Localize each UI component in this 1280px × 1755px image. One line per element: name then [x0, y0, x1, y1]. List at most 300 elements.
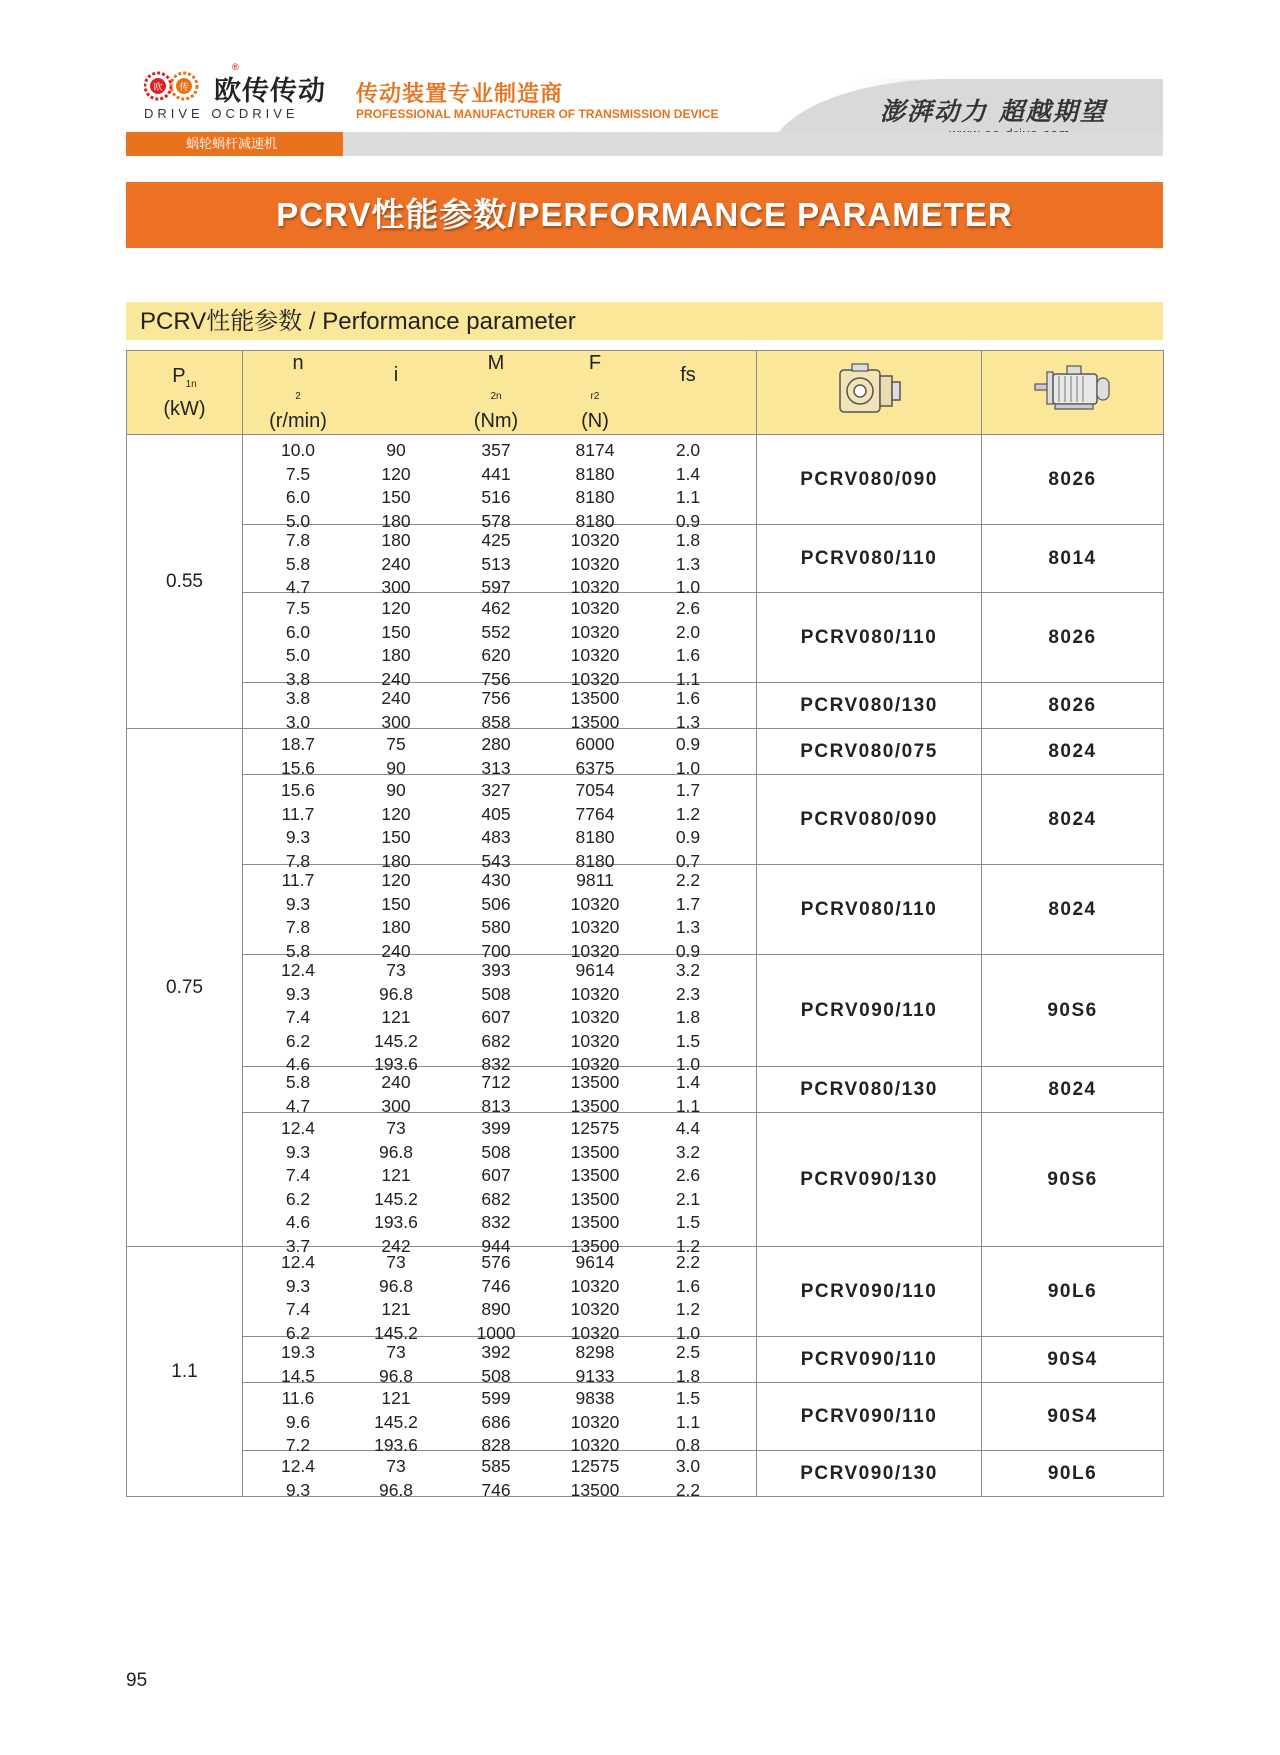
performance-table: [126, 350, 1164, 1500]
service-factor-value: 1.1: [675, 1411, 701, 1432]
gearbox-model: PCRV090/130: [757, 1451, 982, 1497]
speed-value: 4.6: [285, 1212, 311, 1233]
ratio-value: 193.6: [374, 1435, 418, 1456]
data-cell: [243, 1451, 757, 1500]
torque-value: 392: [481, 1342, 511, 1362]
torque-value: 516: [481, 487, 511, 508]
gearbox-model: PCRV080/130: [757, 1067, 982, 1113]
speed-value: 6.0: [285, 621, 311, 642]
speed-value: 7.4: [285, 1007, 311, 1028]
ratio-value: 145.2: [374, 1322, 418, 1343]
gearbox-model: PCRV090/110: [757, 1337, 982, 1383]
torque-value: 813: [481, 1095, 511, 1116]
service-factor-value: 1.7: [675, 780, 701, 800]
data-line: [243, 959, 756, 983]
radial-load-value: 13500: [570, 1141, 620, 1162]
radial-load-value: 13500: [570, 1479, 620, 1500]
logo-text-cn: 欧传传动: [214, 76, 326, 106]
section-title: PCRV性能参数 / Performance parameter: [126, 302, 1163, 340]
torque-value: 828: [481, 1435, 511, 1456]
data-line: [243, 529, 756, 553]
data-line: [243, 711, 756, 735]
data-line: [243, 869, 756, 893]
torque-value: 552: [481, 621, 511, 642]
service-factor-value: 1.7: [675, 893, 701, 914]
registered-mark: ®: [232, 62, 239, 72]
service-factor-value: 1.0: [675, 577, 701, 598]
ratio-value: 240: [381, 668, 411, 689]
data-cell: [243, 1113, 757, 1256]
ratio-value: 96.8: [378, 983, 414, 1004]
speed-value: 14.5: [280, 1365, 316, 1386]
service-factor-value: 3.2: [675, 960, 701, 980]
radial-load-value: 10320: [570, 668, 620, 689]
table-row: [127, 1067, 1164, 1113]
speed-value: 6.2: [285, 1322, 311, 1343]
slogan-en: PROFESSIONAL MANUFACTURER OF TRANSMISSION DEVICE: [356, 107, 719, 121]
radial-load-value: 10320: [570, 1435, 620, 1456]
table-row: [127, 1451, 1164, 1497]
speed-value: 12.4: [280, 960, 316, 980]
speed-value: 9.3: [285, 1479, 311, 1500]
torque-value: 578: [481, 510, 511, 531]
torque-value: 508: [481, 983, 511, 1004]
service-factor-value: 1.4: [675, 463, 701, 484]
gearbox-model: PCRV080/130: [757, 683, 982, 729]
ratio-value: 240: [381, 1072, 411, 1092]
speed-value: 7.4: [285, 1165, 311, 1186]
ratio-value: 121: [381, 1007, 411, 1028]
service-factor-value: 2.0: [675, 621, 701, 642]
radial-load-value: 13500: [570, 1212, 620, 1233]
service-factor-value: 0.9: [675, 510, 701, 531]
speed-value: 4.6: [285, 1054, 311, 1075]
torque-value: 686: [481, 1411, 511, 1432]
radial-load-value: 10320: [570, 553, 620, 574]
torque-value: 700: [481, 940, 511, 961]
data-cell: [243, 1067, 757, 1116]
data-line: [243, 1164, 756, 1188]
torque-value: 405: [481, 803, 511, 824]
data-cell: [243, 955, 757, 1075]
service-factor-value: 1.2: [675, 1235, 701, 1256]
speed-value: 7.2: [285, 1435, 311, 1456]
torque-value: 832: [481, 1212, 511, 1233]
data-cell: [243, 865, 757, 961]
speed-value: 11.7: [281, 803, 315, 824]
motor-model: 90S6: [982, 1113, 1164, 1247]
header-service-factor: fs: [680, 364, 696, 386]
data-line: [243, 1479, 756, 1503]
service-factor-value: 1.5: [675, 1030, 701, 1051]
speed-value: 7.8: [285, 530, 311, 550]
torque-value: 399: [481, 1118, 511, 1138]
torque-value: 506: [481, 893, 511, 914]
data-line: [243, 983, 756, 1007]
speed-value: 5.0: [285, 645, 311, 666]
ratio-value: 180: [381, 850, 411, 871]
torque-value: 756: [481, 668, 511, 689]
category-bar: [343, 132, 1163, 156]
ratio-value: 193.6: [374, 1212, 418, 1233]
table-row: [127, 729, 1164, 775]
radial-load-value: 12575: [570, 1456, 620, 1476]
ratio-value: 96.8: [378, 1275, 414, 1296]
speed-value: 9.3: [285, 1141, 311, 1162]
torque-value: 746: [481, 1275, 511, 1296]
data-line: [243, 597, 756, 621]
ratio-value: 145.2: [374, 1188, 418, 1209]
data-line: [243, 803, 756, 827]
data-cell: [243, 435, 757, 531]
motor-model: 90S6: [982, 955, 1164, 1067]
torque-value: 441: [481, 463, 511, 484]
radial-load-value: 10320: [570, 1411, 620, 1432]
speed-value: 12.4: [280, 1118, 316, 1138]
data-line: [243, 1411, 756, 1435]
service-factor-value: 4.4: [675, 1118, 701, 1138]
motor-model: 90S4: [982, 1383, 1164, 1451]
table-row: [127, 955, 1164, 1067]
radial-load-value: 13500: [570, 688, 620, 708]
logo-badge-right: 传: [179, 83, 189, 93]
radial-load-value: 10320: [570, 893, 620, 914]
ratio-value: 96.8: [378, 1365, 414, 1386]
motor-model: 90L6: [982, 1451, 1164, 1497]
speed-value: 3.8: [285, 668, 311, 689]
speed-value: 11.6: [281, 1388, 315, 1408]
ratio-value: 300: [381, 711, 411, 732]
data-line: [243, 779, 756, 803]
data-cell: [243, 1337, 757, 1386]
motor-model: 8026: [982, 435, 1164, 525]
gearbox-model: PCRV080/090: [757, 435, 982, 525]
ratio-value: 180: [381, 530, 411, 550]
service-factor-value: 0.7: [675, 850, 701, 871]
torque-value: 597: [481, 577, 511, 598]
header-ratio: i: [393, 364, 399, 386]
motor-model: 8024: [982, 775, 1164, 865]
service-factor-value: 1.8: [675, 1007, 701, 1028]
data-line: [243, 1275, 756, 1299]
torque-value: 357: [481, 440, 511, 460]
service-factor-value: 1.0: [675, 1322, 701, 1343]
service-factor-value: 1.2: [675, 1299, 701, 1320]
data-line: [243, 1117, 756, 1141]
gearbox-model: PCRV090/110: [757, 955, 982, 1067]
speed-value: 11.7: [281, 870, 315, 890]
header-radial-load: F $_{r2}$ (N): [581, 352, 609, 432]
service-factor-value: 1.3: [675, 553, 701, 574]
gear-logo-icon: [144, 68, 200, 104]
torque-value: 858: [481, 711, 511, 732]
header-gearbox: [757, 351, 982, 435]
radial-load-value: 10320: [570, 983, 620, 1004]
ratio-value: 73: [386, 1118, 406, 1138]
ratio-value: 145.2: [374, 1030, 418, 1051]
torque-value: 712: [481, 1072, 511, 1092]
service-factor-value: 1.2: [675, 803, 701, 824]
speed-value: 9.3: [285, 983, 311, 1004]
data-line: [243, 463, 756, 487]
data-line: [243, 1211, 756, 1235]
speed-value: 3.0: [285, 711, 311, 732]
ratio-value: 75: [386, 734, 406, 754]
radial-load-value: 7764: [575, 803, 615, 824]
category-tab: 蜗轮蜗杆减速机: [126, 132, 343, 156]
data-line: [243, 1455, 756, 1479]
radial-load-value: 13500: [570, 1072, 620, 1092]
speed-value: 5.8: [285, 940, 311, 961]
speed-value: 7.8: [285, 917, 311, 938]
data-cell: [243, 593, 757, 689]
service-factor-value: 0.8: [675, 1435, 701, 1456]
speed-value: 6.2: [285, 1188, 311, 1209]
header-motor: [982, 351, 1164, 435]
header-speed: n $_2$ (r/min): [269, 352, 327, 432]
table-row: [127, 865, 1164, 955]
slogan-cn: 传动装置专业制造商: [356, 81, 564, 106]
radial-load-value: 10320: [570, 645, 620, 666]
radial-load-value: 7054: [575, 780, 615, 800]
motor-model: 90L6: [982, 1247, 1164, 1337]
gearbox-model: PCRV080/110: [757, 593, 982, 683]
radial-load-value: 10320: [570, 530, 620, 550]
service-factor-value: 1.6: [675, 1275, 701, 1296]
ratio-value: 240: [381, 688, 411, 708]
radial-load-value: 9838: [575, 1388, 615, 1408]
data-line: [243, 1387, 756, 1411]
service-factor-value: 1.0: [675, 757, 701, 778]
ratio-value: 150: [381, 827, 411, 848]
gearbox-model: PCRV090/130: [757, 1113, 982, 1247]
radial-load-value: 6000: [575, 734, 615, 754]
service-factor-value: 1.5: [675, 1388, 701, 1408]
radial-load-value: 10320: [570, 1275, 620, 1296]
motor-model: 8024: [982, 865, 1164, 955]
torque-value: 462: [481, 598, 511, 618]
ratio-value: 150: [381, 487, 411, 508]
radial-load-value: 8180: [575, 487, 615, 508]
ratio-value: 121: [381, 1165, 411, 1186]
speed-value: 15.6: [280, 757, 316, 778]
torque-value: 682: [481, 1030, 511, 1051]
gearbox-model: PCRV080/090: [757, 775, 982, 865]
data-line: [243, 439, 756, 463]
company-motto: 澎湃动力 超越期望: [880, 97, 1107, 126]
speed-value: 12.4: [280, 1456, 316, 1476]
data-line: [243, 1095, 756, 1119]
service-factor-value: 3.2: [675, 1141, 701, 1162]
motor-model: 8026: [982, 683, 1164, 729]
motor-model: 8026: [982, 593, 1164, 683]
radial-load-value: 13500: [570, 711, 620, 732]
service-factor-value: 1.3: [675, 711, 701, 732]
service-factor-value: 2.6: [675, 598, 701, 618]
ratio-value: 300: [381, 577, 411, 598]
ratio-value: 150: [381, 893, 411, 914]
radial-load-value: 10320: [570, 1299, 620, 1320]
speed-value: 7.5: [285, 598, 311, 618]
ratio-value: 145.2: [374, 1411, 418, 1432]
table-row: [127, 525, 1164, 593]
speed-value: 19.3: [280, 1342, 316, 1362]
gearbox-model: PCRV080/075: [757, 729, 982, 775]
ratio-value: 90: [386, 440, 406, 460]
service-factor-value: 1.4: [675, 1072, 701, 1092]
service-factor-value: 2.1: [675, 1188, 701, 1209]
speed-value: 9.3: [285, 1275, 311, 1296]
ratio-value: 120: [381, 870, 411, 890]
speed-value: 10.0: [280, 440, 316, 460]
power-cell: 1.1: [127, 1247, 243, 1497]
ratio-value: 90: [386, 757, 406, 778]
torque-value: 746: [481, 1479, 511, 1500]
speed-value: 4.7: [285, 577, 311, 598]
data-cell: [243, 525, 757, 598]
speed-value: 5.8: [285, 553, 311, 574]
data-cell: [243, 729, 757, 778]
data-line: [243, 893, 756, 917]
service-factor-value: 1.1: [675, 668, 701, 689]
radial-load-value: 8180: [575, 463, 615, 484]
radial-load-value: 10320: [570, 1007, 620, 1028]
data-line: [243, 1071, 756, 1095]
ratio-value: 73: [386, 1252, 406, 1272]
service-factor-value: 1.1: [675, 487, 701, 508]
header-data-columns: [243, 351, 757, 435]
ratio-value: 121: [381, 1299, 411, 1320]
service-factor-value: 3.0: [675, 1456, 701, 1476]
torque-value: 576: [481, 1252, 511, 1272]
service-factor-value: 2.3: [675, 983, 701, 1004]
ratio-value: 121: [381, 1388, 411, 1408]
service-factor-value: 0.9: [675, 827, 701, 848]
motor-model: 90S4: [982, 1337, 1164, 1383]
speed-value: 5.0: [285, 510, 311, 531]
speed-value: 4.7: [285, 1095, 311, 1116]
torque-value: 832: [481, 1054, 511, 1075]
table-row: [127, 435, 1164, 525]
electric-motor-icon: [1033, 362, 1113, 416]
radial-load-value: 10320: [570, 577, 620, 598]
table-row: [127, 1113, 1164, 1247]
torque-value: 508: [481, 1365, 511, 1386]
service-factor-value: 0.9: [675, 940, 701, 961]
gearbox-model: PCRV080/110: [757, 865, 982, 955]
logo-badge-left: 欧: [153, 83, 163, 93]
radial-load-value: 8298: [575, 1342, 615, 1362]
data-line: [243, 757, 756, 781]
radial-load-value: 9133: [575, 1365, 615, 1386]
ratio-value: 180: [381, 917, 411, 938]
data-line: [243, 733, 756, 757]
torque-value: 280: [481, 734, 511, 754]
radial-load-value: 10320: [570, 940, 620, 961]
radial-load-value: 8180: [575, 850, 615, 871]
data-line: [243, 1006, 756, 1030]
radial-load-value: 10320: [570, 621, 620, 642]
torque-value: 620: [481, 645, 511, 666]
radial-load-value: 9614: [575, 1252, 615, 1272]
ratio-value: 96.8: [378, 1141, 414, 1162]
data-cell: [243, 775, 757, 871]
service-factor-value: 2.2: [675, 1479, 701, 1500]
ratio-value: 73: [386, 1456, 406, 1476]
service-factor-value: 1.1: [675, 1095, 701, 1116]
service-factor-value: 1.6: [675, 688, 701, 708]
table-header-row: [127, 351, 1164, 435]
data-cell: [243, 1383, 757, 1456]
service-factor-value: 1.0: [675, 1054, 701, 1075]
table-row: [127, 1383, 1164, 1451]
service-factor-value: 0.9: [675, 734, 701, 754]
data-line: [243, 1141, 756, 1165]
speed-value: 7.8: [285, 850, 311, 871]
speed-value: 5.8: [285, 1072, 311, 1092]
ratio-value: 90: [386, 780, 406, 800]
torque-value: 585: [481, 1456, 511, 1476]
motor-model: 8014: [982, 525, 1164, 593]
torque-value: 607: [481, 1165, 511, 1186]
radial-load-value: 8174: [575, 440, 615, 460]
torque-value: 425: [481, 530, 511, 550]
data-line: [243, 1188, 756, 1212]
power-cell: 0.75: [127, 729, 243, 1247]
data-line: [243, 644, 756, 668]
speed-value: 12.4: [280, 1252, 316, 1272]
ratio-value: 193.6: [374, 1054, 418, 1075]
service-factor-value: 2.2: [675, 1252, 701, 1272]
data-line: [243, 1251, 756, 1275]
torque-value: 607: [481, 1007, 511, 1028]
radial-load-value: 8180: [575, 510, 615, 531]
ratio-value: 73: [386, 960, 406, 980]
data-line: [243, 687, 756, 711]
radial-load-value: 10320: [570, 1030, 620, 1051]
torque-value: 513: [481, 553, 511, 574]
data-cell: [243, 1247, 757, 1343]
data-line: [243, 486, 756, 510]
data-line: [243, 1298, 756, 1322]
data-line: [243, 1341, 756, 1365]
table-row: [127, 593, 1164, 683]
speed-value: 3.8: [285, 688, 311, 708]
torque-value: 430: [481, 870, 511, 890]
radial-load-value: 13500: [570, 1188, 620, 1209]
gearbox-model: PCRV090/110: [757, 1383, 982, 1451]
ratio-value: 242: [381, 1235, 411, 1256]
speed-value: 6.2: [285, 1030, 311, 1051]
radial-load-value: 8180: [575, 827, 615, 848]
data-cell: [243, 683, 757, 732]
radial-load-value: 13500: [570, 1165, 620, 1186]
torque-value: 393: [481, 960, 511, 980]
ratio-value: 150: [381, 621, 411, 642]
data-line: [243, 1030, 756, 1054]
torque-value: 313: [481, 757, 511, 778]
radial-load-value: 10320: [570, 1054, 620, 1075]
speed-value: 15.6: [280, 780, 316, 800]
header-torque: M $_{2n}$ (Nm): [473, 352, 519, 432]
table-row: [127, 775, 1164, 865]
speed-value: 7.5: [285, 463, 311, 484]
radial-load-value: 6375: [575, 757, 615, 778]
page-number: 95: [126, 1670, 148, 1691]
service-factor-value: 2.5: [675, 1342, 701, 1362]
gearbox-model: PCRV080/110: [757, 525, 982, 593]
service-factor-value: 1.8: [675, 530, 701, 550]
